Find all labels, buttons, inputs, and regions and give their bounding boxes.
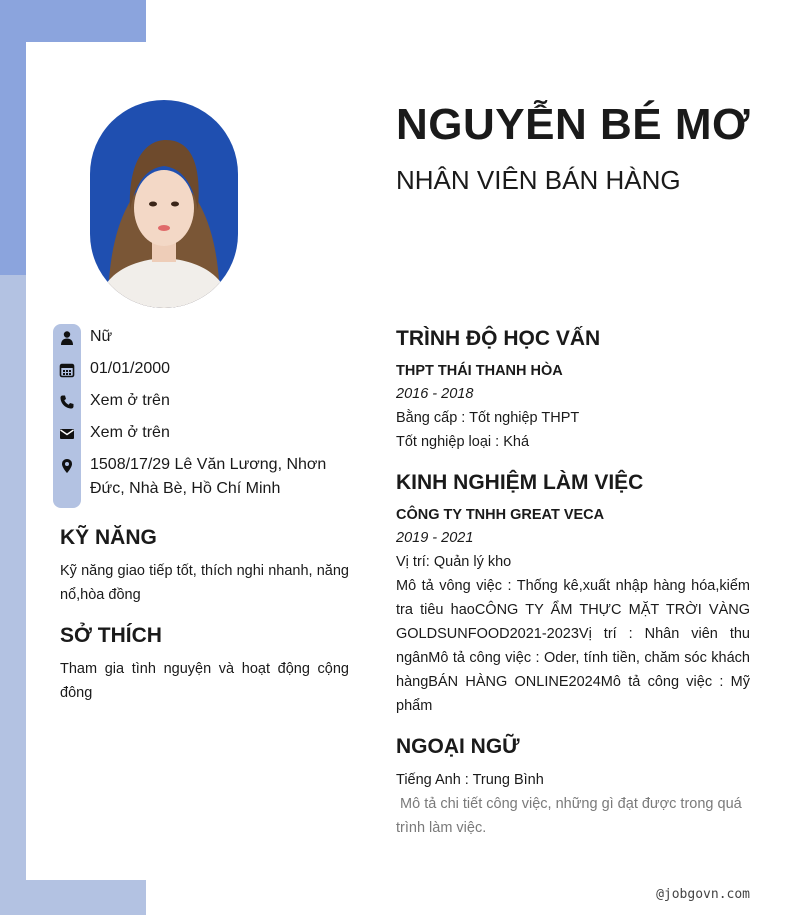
experience-description: Mô tả vông việc : Thống kê,xuất nhập hàng hóa,kiểm tra tiêu haoCÔNG TY ẨM THỰC MẶT TRỜI VÀNG GOLDSUNFOOD2021-2023Vị trí : Nhân viên thu ngânMô tả công việc : Oder, tính tiền, chăm sóc khách hàngBÁN HÀNG ONLINE2024Mô tả công việc : Mỹ phẩm: [396, 578, 750, 714]
phone-icon: [59, 394, 75, 410]
mail-icon: [59, 426, 75, 442]
candidate-name: NGUYỄN BÉ MƠ: [396, 100, 751, 149]
gender-text: Nữ: [90, 328, 113, 345]
address-line-1: 1508/17/29 Lê Văn Lương, Nhơn: [90, 456, 327, 473]
languages-note: Mô tả chi tiết công việc, những gì đạt được trong quá trình làm việc.: [396, 796, 746, 836]
profile-photo: [90, 100, 238, 308]
location-icon: [59, 458, 75, 474]
experience-company: CÔNG TY TNHH GREAT VECA: [396, 507, 605, 523]
candidate-role: NHÂN VIÊN BÁN HÀNG: [396, 165, 681, 195]
phone-text: Xem ở trên: [90, 392, 170, 409]
education-heading: TRÌNH ĐỘ HỌC VẤN: [396, 327, 601, 350]
contact-icon-bar: [53, 324, 81, 508]
experience-position: Vị trí: Quản lý kho: [396, 554, 512, 570]
languages-item: Tiếng Anh : Trung Bình: [396, 772, 544, 788]
calendar-icon: [59, 362, 75, 378]
skills-text: Kỹ năng giao tiếp tốt, thích nghi nhanh, năng nổ,hòa đồng: [60, 563, 349, 603]
hobbies-heading: SỞ THÍCH: [60, 624, 162, 647]
skills-heading: KỸ NĂNG: [60, 526, 157, 549]
education-degree: Bằng cấp : Tốt nghiệp THPT: [396, 410, 580, 426]
footer-credit: @jobgovn.com: [656, 887, 750, 902]
email-text: Xem ở trên: [90, 424, 170, 441]
experience-period: 2019 - 2021: [396, 530, 474, 546]
experience-heading: KINH NGHIỆM LÀM VIỆC: [396, 471, 644, 494]
address-line-2: Đức, Nhà Bè, Hồ Chí Minh: [90, 480, 281, 497]
education-grade: Tốt nghiệp loại : Khá: [396, 434, 530, 450]
person-icon: [59, 330, 75, 346]
languages-heading: NGOẠI NGỮ: [396, 735, 520, 758]
hobbies-text: Tham gia tình nguyện và hoạt động cộng đông: [60, 661, 349, 701]
education-period: 2016 - 2018: [396, 386, 474, 402]
birthday-text: 01/01/2000: [90, 360, 171, 377]
education-school: THPT THÁI THANH HÒA: [396, 363, 563, 379]
